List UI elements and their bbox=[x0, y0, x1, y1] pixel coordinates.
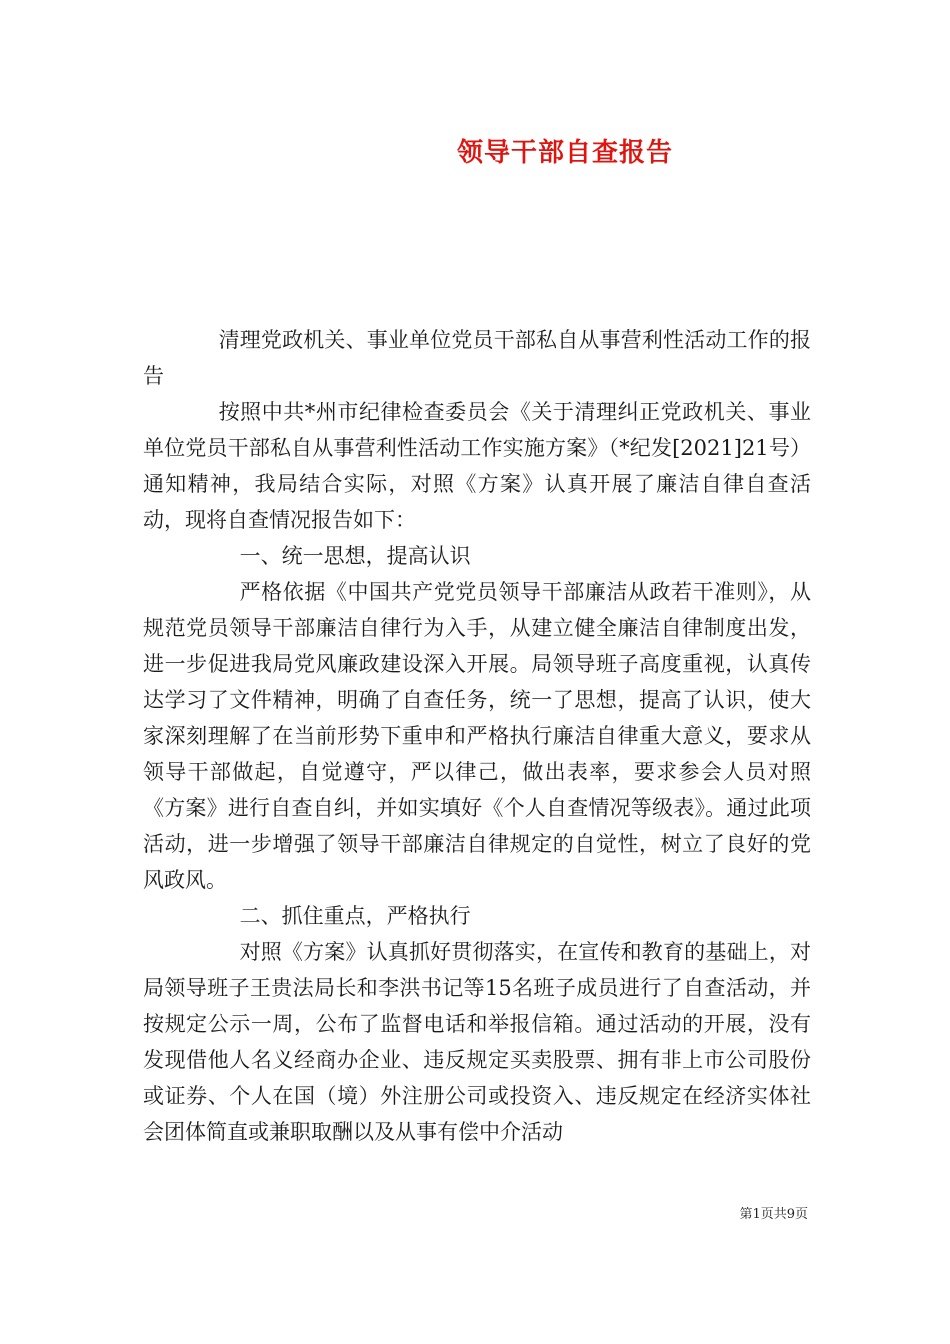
section-2-paragraph: 对照《方案》认真抓好贯彻落实，在宣传和教育的基础上，对局领导班子王贵法局长和李洪书记等15名班子成员进行了自查活动，并按规定公示一周，公布了监督电话和举报信箱。通过活动的开展，没有发现借他人名义经商办企业、违反规定买卖股票、拥有非上市公司股份或证券、个人在国（境）外注册公司或投资入、违反规定在经济实体社会团体简直或兼职取酬以及从事有偿中介活动 bbox=[143, 940, 811, 1144]
report-subtitle-paragraph: 清理党政机关、事业单位党员干部私自从事营利性活动工作的报告 bbox=[143, 328, 811, 388]
intro-paragraph: 按照中共*州市纪律检查委员会《关于清理纠正党政机关、事业单位党员干部私自从事营利性活动工作实施方案》（*纪发[2021]21号）通知精神，我局结合实际，对照《方案》认真开展了廉洁自律自查活动，现将自查情况报告如下： bbox=[143, 400, 811, 532]
document-title: 领导干部自查报告 bbox=[456, 138, 673, 168]
section-1-paragraph: 严格依据《中国共产党党员领导干部廉洁从政若干准则》，从规范党员领导干部廉洁自律行为入手，从建立健全廉洁自律制度出发，进一步促进我局党风廉政建设深入开展。局领导班子高度重视，认真传达学习了文件精神，明确了自查任务，统一了思想，提高了认识，使大家深刻理解了在当前形势下重申和严格执行廉洁自律重大意义，要求从领导干部做起，自觉遵守，严以律己，做出表率，要求参会人员对照《方案》进行自查自纠，并如实填好《个人自查情况等级表》。通过此项活动，进一步增强了领导干部廉洁自律规定的自觉性，树立了良好的党风政风。 bbox=[143, 580, 811, 892]
section-heading-1: 一、统一思想，提高认识 bbox=[239, 544, 471, 568]
page-number-footer: 第1页共9页 bbox=[739, 1207, 808, 1222]
document-body bbox=[143, 322, 811, 1150]
section-heading-2: 二、抓住重点，严格执行 bbox=[239, 904, 471, 928]
